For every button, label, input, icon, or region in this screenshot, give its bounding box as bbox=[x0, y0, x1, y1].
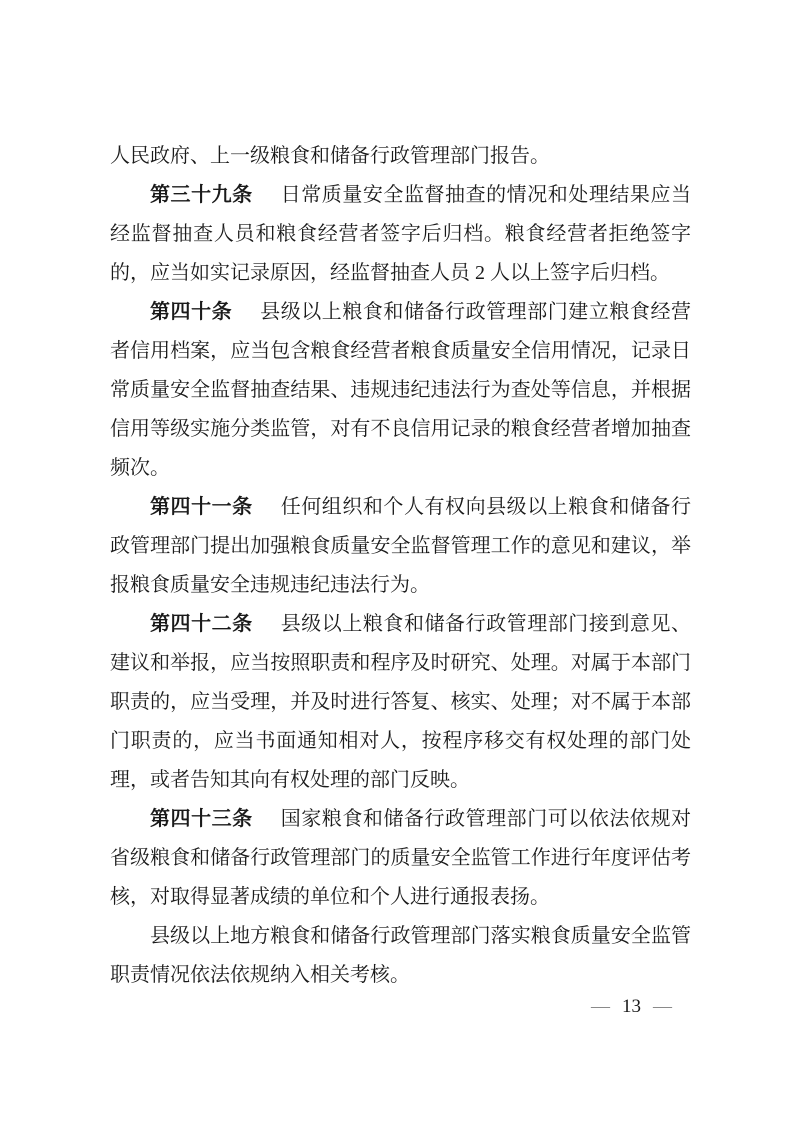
article-number: 第四十三条 bbox=[150, 808, 253, 830]
article-paragraph: 第四十一条 任何组织和个人有权向县级以上粮食和储备行政管理部门提出加强粮食质量安全监督管理工作的意见和建议，举报粮食质量安全违规违纪违法行为。 bbox=[110, 496, 692, 596]
article-paragraph: 第三十九条 日常质量安全监督抽查的情况和处理结果应当经监督抽查人员和粮食经营者签字后归档。粮食经营者拒绝签字的，应当如实记录原因，经监督抽查人员 2 人以上签字后归档。 bbox=[110, 184, 692, 284]
document-body bbox=[110, 137, 691, 995]
page-number: 13 bbox=[622, 996, 641, 1017]
article-number: 第四十二条 bbox=[150, 613, 253, 635]
page-footer bbox=[591, 996, 672, 1018]
article-paragraph: 第四十条 县级以上粮食和储备行政管理部门建立粮食经营者信用档案，应当包含粮食经营者粮食质量安全信用情况，记录日常质量安全监督抽查结果、违规违纪违法行为查处等信息，并根据信用等级实施分类监管，对有不良信用记录的粮食经营者增加抽查频次。 bbox=[110, 301, 692, 479]
article-number: 第四十一条 bbox=[150, 496, 253, 518]
body-paragraph: 县级以上地方粮食和储备行政管理部门落实粮食质量安全监管职责情况依法依规纳入相关考核。 bbox=[110, 925, 691, 986]
footer-dash-right: — bbox=[653, 996, 672, 1017]
article-number: 第三十九条 bbox=[150, 184, 253, 206]
article-number: 第四十条 bbox=[150, 301, 233, 323]
article-paragraph: 第四十三条 国家粮食和储备行政管理部门可以依法依规对省级粮食和储备行政管理部门的质量安全监管工作进行年度评估考核，对取得显著成绩的单位和个人进行通报表扬。 bbox=[110, 808, 692, 908]
body-paragraph: 人民政府、上一级粮食和储备行政管理部门报告。 bbox=[110, 145, 550, 167]
footer-dash-left: — bbox=[591, 996, 610, 1017]
article-paragraph: 第四十二条 县级以上粮食和储备行政管理部门接到意见、建议和举报，应当按照职责和程序及时研究、处理。对属于本部门职责的，应当受理，并及时进行答复、核实、处理；对不属于本部门职责的，应当书面通知相对人，按程序移交有权处理的部门处理，或者告知其向有权处理的部门反映。 bbox=[110, 613, 692, 791]
